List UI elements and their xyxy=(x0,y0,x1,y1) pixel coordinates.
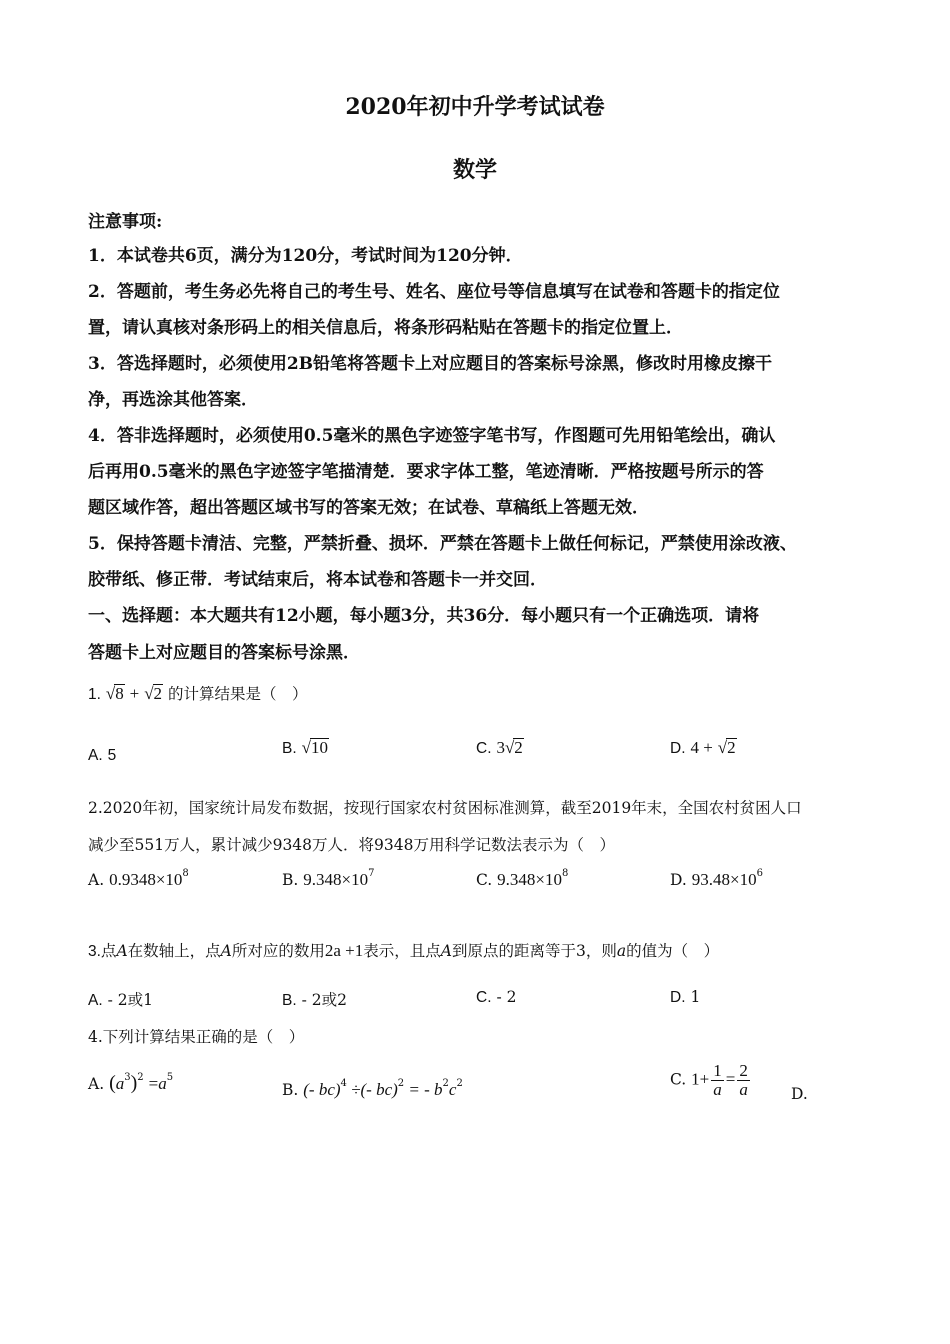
notice-line: 置，请认真核对条形码上的相关信息后，将条形码粘贴在答题卡的指定位置上． xyxy=(88,318,683,338)
q2-stem-line: 减少至551万人，累计减少9348万人．将9348万用科学记数法表示为（ ） xyxy=(88,836,615,854)
q4-option-a[interactable]: A. $(a^3)^2 =a^5$ xyxy=(88,1072,174,1094)
fraction: $\frac{1}{a}$ xyxy=(713,1061,722,1099)
section-line: 一、选择题：本大题共有12小题，每小题3分，共36分．每小题只有一个正确选项．请将 xyxy=(88,606,760,626)
notice-line: 胶带纸、修正带．考试结束后，将本试卷和答题卡一并交回． xyxy=(88,570,547,590)
q4-stem: 4.下列计算结果正确的是（ ） xyxy=(88,1028,305,1046)
sqrt-symbol: √ xyxy=(105,684,116,703)
q3-option-b[interactable]: B. - 2或2 xyxy=(282,991,347,1009)
page-title: 2020年初中升学考试试卷 xyxy=(345,94,605,120)
notice-line: 3．答选择题时，必须使用2B铅笔将答题卡上对应题目的答案标号涂黑，修改时用橡皮擦干 xyxy=(88,354,773,374)
notice-line: 后再用0.5毫米的黑色字迹签字笔描清楚．要求字体工整，笔迹清晰．严格按题号所示的答 xyxy=(88,462,764,482)
notice-line: 5．保持答题卡清洁、完整，严禁折叠、损坏．严禁在答题卡上做任何标记，严禁使用涂改液、 xyxy=(88,534,797,554)
notice-line: 题区域作答，超出答题区域书写的答案无效；在试卷、草稿纸上答题无效． xyxy=(88,498,649,518)
fraction: $\frac{2}{a}$ xyxy=(739,1061,748,1099)
q4-option-d[interactable]: D. xyxy=(791,1085,808,1103)
q2-option-a[interactable]: A. $0.9348\times 10^8$ xyxy=(88,868,189,889)
q1-option-b[interactable]: B. √10 xyxy=(282,738,328,757)
q3-option-c[interactable]: C. - 2 xyxy=(476,988,517,1006)
notice-line: 1．本试卷共6页，满分为120分，考试时间为120分钟． xyxy=(88,246,523,266)
q3-option-d[interactable]: D. 1 xyxy=(670,988,701,1006)
q1-option-a[interactable]: A. 5 xyxy=(88,747,117,764)
q1-option-c[interactable]: C. 3√2 xyxy=(476,738,523,757)
notice-line: 4．答非选择题时，必须使用0.5毫米的黑色字迹签字笔书写，作图题可先用铅笔绘出，确认 xyxy=(88,426,776,446)
q3-option-a[interactable]: A. - 2或1 xyxy=(88,991,153,1009)
q2-option-d[interactable]: D. $93.48\times 10^6$ xyxy=(670,868,763,889)
sqrt-symbol: √ xyxy=(144,684,154,703)
q3-stem: 3.点A在数轴上，点A所对应的数用2a +1表示，且点A到原点的距离等于3，则a的值为（ ） xyxy=(88,941,720,960)
notice-line: 净，再选涂其他答案． xyxy=(88,390,258,410)
q2-option-b[interactable]: B. $9.348\times 10^7$ xyxy=(282,868,375,889)
q4-option-c[interactable]: C. 1+ $\frac{1}{a}$ = $\frac{2}{a}$ xyxy=(670,1061,748,1099)
q2-option-c[interactable]: C. $9.348\times 10^8$ xyxy=(476,868,569,889)
section-line: 答题卡上对应题目的答案标号涂黑． xyxy=(88,643,360,663)
q2-stem-line: 2.2020年初，国家统计局发布数据，按现行国家农村贫困标准测算，截至2019年末，全国农村贫困人口 xyxy=(88,799,802,817)
subject-title: 数学 xyxy=(452,157,497,183)
q1-stem: 1. √8 + √2 的计算结果是（ ） xyxy=(88,684,308,703)
q4-option-b[interactable]: B. (- bc)$^4$ ÷(- bc)$^2$ = - $b^2c^2$ xyxy=(282,1078,463,1099)
notice-line: 2．答题前，考生务必先将自己的考生号、姓名、座位号等信息填写在试卷和答题卡的指定位 xyxy=(88,282,780,302)
q1-option-d[interactable]: D. 4 + √2 xyxy=(670,738,736,757)
notice-heading: 注意事项: xyxy=(88,212,163,232)
